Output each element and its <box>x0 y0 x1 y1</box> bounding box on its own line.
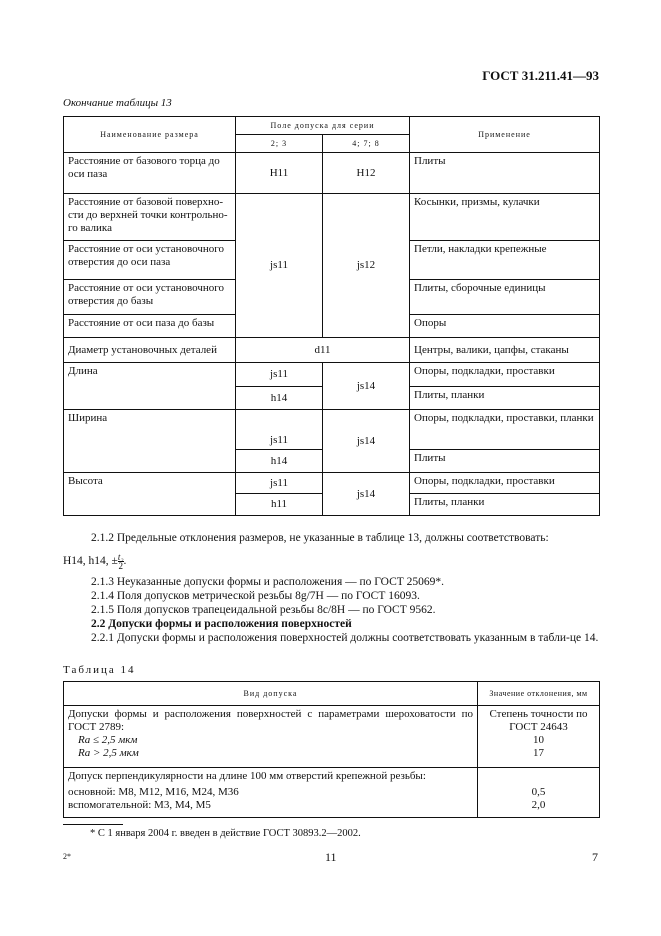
cell-kind <box>64 768 478 818</box>
cell-use: Опоры, подкладки, проставки, планки <box>410 410 600 450</box>
table-row <box>64 363 600 387</box>
cell-value: js11 <box>236 194 323 338</box>
row-sub: Ra > 2,5 мкм <box>78 747 139 759</box>
fraction-denominator: 2 <box>118 561 123 571</box>
cell-value: H11 <box>236 153 323 194</box>
cell-name: Диаметр установочных деталей <box>64 338 236 363</box>
row-text: Допуски формы и расположения поверхностей с параметрами шероховатости по ГОСТ 2789: <box>68 708 473 733</box>
footer-left: 2* <box>63 852 71 861</box>
cell-use: Опоры, подкладки, проставки <box>410 363 600 387</box>
paragraph-2-1-2-cont: H14, h14, ± $\frac{\text{t₂}}{2}$ . <box>63 552 127 571</box>
cell-use: Плиты <box>410 153 600 194</box>
table-row <box>64 473 600 494</box>
footnote: * С 1 января 2004 г. введен в действие ГОСТ 30893.2—2002. <box>90 828 361 839</box>
row-sub: 10 <box>533 734 544 746</box>
th-name: Наименование размера <box>64 117 236 153</box>
table-13 <box>63 116 600 516</box>
paragraph-2-1-5: 2.1.5 Поля допусков трапецеидальной резьбы 8c/8H — по ГОСТ 9562. <box>91 604 436 616</box>
footer-page-center: 11 <box>325 850 337 864</box>
paragraph-2-1-3: 2.1.3 Неуказанные допуски формы и расположения — по ГОСТ 25069*. <box>91 576 445 588</box>
cell-use: Плиты, планки <box>410 494 600 516</box>
cell-name: Длина <box>64 363 236 410</box>
cell-name: Расстояние от базовой поверхно-сти до верхней точки контрольно-го валика <box>64 194 236 241</box>
row-sub: основной: M8, M12, M16, M24, M36 <box>68 786 239 798</box>
table14-caption: Таблица 14 <box>63 664 136 676</box>
cell-name: Высота <box>64 473 236 516</box>
cell-value: js14 <box>323 473 410 516</box>
th-value: Значение отклонения, мм <box>478 682 600 706</box>
table-row <box>64 194 600 241</box>
cell-use: Петли, накладки крепежные <box>410 241 600 280</box>
cell-name: Расстояние от оси установочного отверстия до базы <box>64 280 236 315</box>
fraction <box>118 553 124 570</box>
th-field: Поле допуска для серии <box>236 117 410 135</box>
row-sub: 0,5 <box>531 786 546 798</box>
section-2-2-heading: 2.2 Допуски формы и расположения поверхностей <box>91 618 352 630</box>
table-row <box>64 338 600 363</box>
cell-value: d11 <box>236 338 410 363</box>
cell-use: Опоры, подкладки, проставки <box>410 473 600 494</box>
paragraph-2-1-2: 2.1.2 Предельные отклонения размеров, не указанные в таблице 13, должны соответствовать: <box>91 532 549 544</box>
cell-use: Косынки, призмы, кулачки <box>410 194 600 241</box>
cell-value <box>478 706 600 768</box>
cell-kind <box>64 706 478 768</box>
footer-page-number: 7 <box>592 850 598 864</box>
cell-value: js14 <box>323 410 410 473</box>
cell-use: Опоры <box>410 315 600 338</box>
table-row <box>64 153 600 194</box>
th-use: Применение <box>410 117 600 153</box>
cell-value: H12 <box>323 153 410 194</box>
table-row <box>64 410 600 450</box>
cell-name: Расстояние от оси паза до базы <box>64 315 236 338</box>
row-sub: 17 <box>533 747 544 759</box>
th-series-1: 2; 3 <box>236 135 323 153</box>
cell-value: js11 <box>236 363 323 387</box>
th-kind: Вид допуска <box>64 682 478 706</box>
row-text: Допуск перпендикулярности на длине 100 мм отверстий крепежной резьбы: <box>68 770 426 782</box>
cell-name: Ширина <box>64 410 236 473</box>
table-14 <box>63 681 600 818</box>
cell-use: Плиты <box>410 450 600 473</box>
cell-name: Расстояние от базового торца до оси паза <box>64 153 236 194</box>
document-id: ГОСТ 31.211.41—93 <box>482 68 599 83</box>
cell-value: js14 <box>323 363 410 410</box>
footnote-rule <box>63 824 123 825</box>
tolerance-list: H14, h14, ± <box>63 555 118 568</box>
th-series-2: 4; 7; 8 <box>323 135 410 153</box>
paragraph-2-2-1: 2.2.1 Допуски формы и расположения поверхностей должны соответствовать указанным в табли-це 14. <box>91 632 599 644</box>
row-sub: 2,0 <box>531 799 546 811</box>
cell-use: Плиты, сборочные единицы <box>410 280 600 315</box>
paragraph-2-1-4: 2.1.4 Поля допусков метрической резьбы 8g/7H — по ГОСТ 16093. <box>91 590 420 602</box>
cell-value <box>478 768 600 818</box>
cell-use: Плиты, планки <box>410 387 600 410</box>
table-row <box>64 706 600 768</box>
cell-name: Расстояние от оси установочного отверстия до оси паза <box>64 241 236 280</box>
table-row <box>64 768 600 818</box>
cell-value: js11 <box>236 410 323 450</box>
table13-caption: Окончание таблицы 13 <box>63 97 172 109</box>
cell-value: h11 <box>236 494 323 516</box>
cell-value: js11 <box>236 473 323 494</box>
row-text: Степень точности по ГОСТ 24643 <box>489 708 588 733</box>
cell-use: Центры, валики, цапфы, стаканы <box>410 338 600 363</box>
cell-value: h14 <box>236 387 323 410</box>
row-sub: вспомогательной: M3, M4, M5 <box>68 799 211 811</box>
cell-value: js12 <box>323 194 410 338</box>
row-sub: Ra ≤ 2,5 мкм <box>78 734 138 746</box>
fraction-numerator: t₂ <box>117 552 124 562</box>
cell-value: h14 <box>236 450 323 473</box>
